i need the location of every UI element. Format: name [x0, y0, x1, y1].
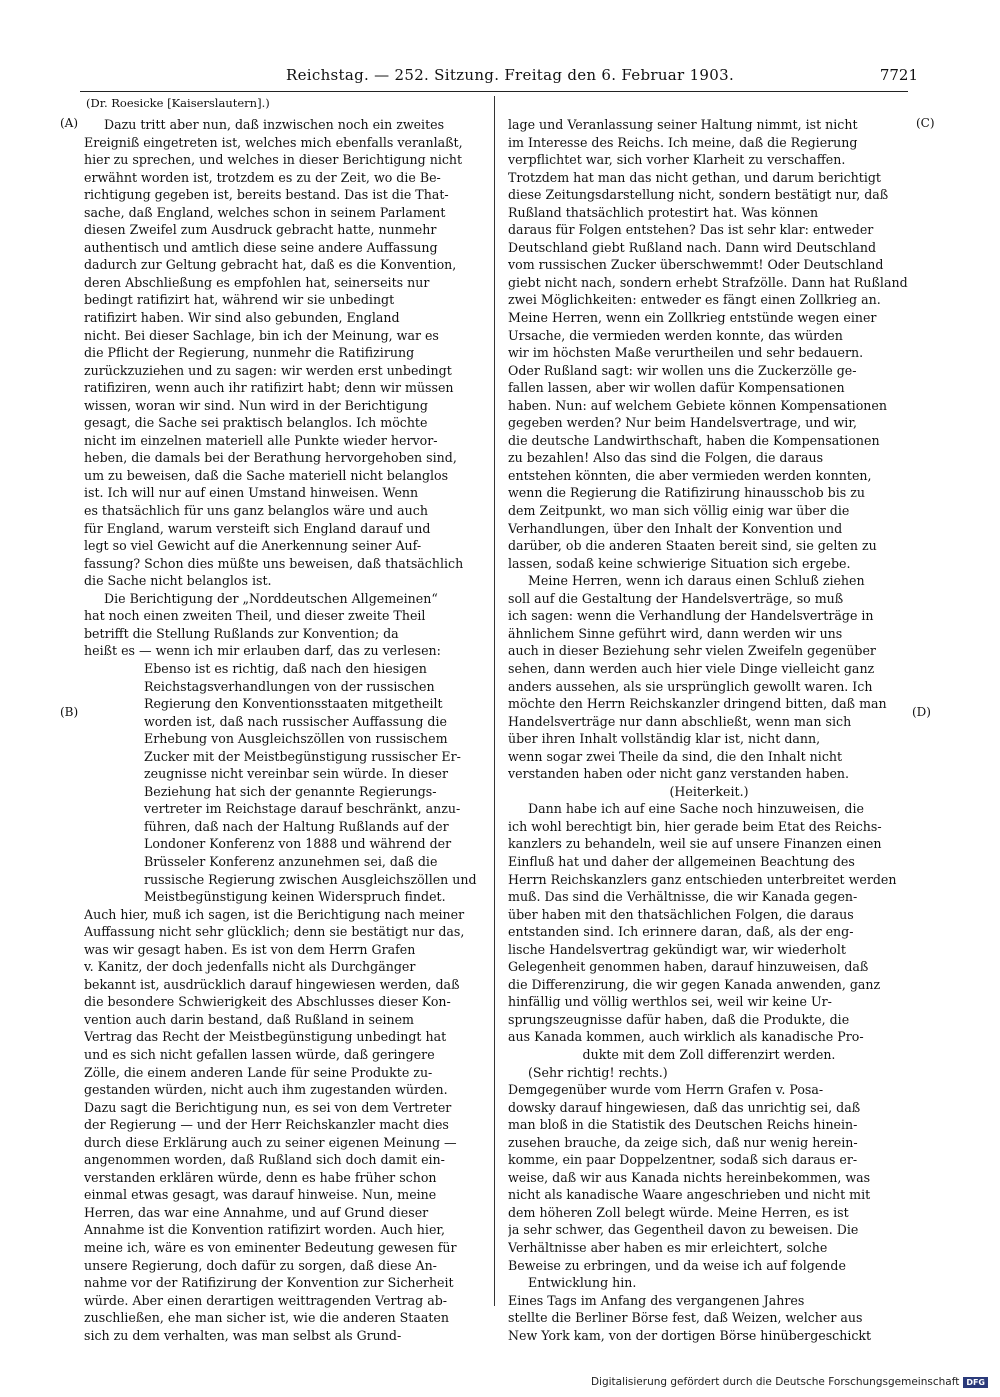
left-column — [84, 116, 486, 1344]
right-line: darüber, ob die anderen Staaten bereit sind, sie gelten zu — [508, 538, 877, 554]
right-line: über ihren Inhalt vollständig klar ist, nicht dann, — [508, 731, 821, 747]
right-line: wenn die Regierung die Ratifizirung hinausschob bis zu — [508, 485, 865, 501]
left-line: Herren, das war eine Annahme, und auf Grund dieser — [84, 1204, 429, 1220]
left-line: sich zu dem verhalten, was man selbst als Grund- — [84, 1327, 402, 1343]
left-line: ratifiziren, wenn auch ihr ratifizirt habt; denn wir müssen — [84, 380, 454, 396]
right-line: weise, daß wir aus Kanada nichts hereinbekommen, was — [508, 1169, 871, 1185]
right-line: zusehen brauche, da zeige sich, daß nur wenig herein- — [508, 1134, 858, 1150]
right-line: lische Handelsvertrag gekündigt war, wir wiederholt — [508, 941, 846, 957]
left-line: Dazu sagt die Berichtigung nun, es sei von dem Vertreter — [84, 1099, 452, 1115]
margin-mark-c: (C) — [916, 116, 935, 130]
right-line: die deutsche Landwirthschaft, haben die Kompensationen — [508, 432, 880, 448]
right-line: wenn sogar zwei Theile da sind, die den Inhalt nicht — [508, 748, 843, 764]
right-line: aus Kanada kommen, auch wirklich als kanadische Pro- — [508, 1029, 864, 1045]
left-line: Beziehung hat sich der genannte Regierungs- — [144, 783, 437, 799]
left-line: verstanden erklären würde, denn es habe früher schon — [84, 1169, 437, 1185]
right-line: verpflichtet war, sich vorher Klarheit zu verschaffen. — [508, 152, 846, 168]
right-line: im Interesse des Reichs. Ich meine, daß die Regierung — [508, 134, 858, 150]
left-line: Meistbegünstigung keinen Widerspruch findet. — [144, 889, 446, 905]
right-line: hinfällig und völlig werthlos sei, weil wir keine Ur- — [508, 994, 832, 1010]
right-line: New York kam, von der dortigen Börse hinübergeschickt — [508, 1327, 872, 1343]
left-line: der Regierung — und der Herr Reichskanzler macht dies — [84, 1117, 449, 1133]
left-line: nicht. Bei dieser Sachlage, bin ich der Meinung, war es — [84, 327, 439, 343]
left-line: gesagt, die Sache sei praktisch belanglos. Ich möchte — [84, 415, 428, 431]
right-line: Trotzdem hat man das nicht gethan, und darum berichtigt — [508, 169, 881, 185]
left-line: unsere Regierung, doch dafür zu sorgen, daß diese An- — [84, 1257, 437, 1273]
right-line: giebt nicht nach, sondern erhebt Strafzölle. Dann hat Rußland — [508, 274, 908, 290]
left-line: ratifizirt haben. Wir sind also gebunden, England — [84, 310, 400, 326]
right-line: fallen lassen, aber wir wollen dafür Kompensationen — [508, 380, 845, 396]
left-line: dadurch zur Geltung gebracht hat, daß es die Konvention, — [84, 257, 457, 273]
margin-mark-d: (D) — [912, 705, 931, 719]
right-line: dem Zeitpunkt, wo man sich völlig einig war über die — [508, 503, 850, 519]
right-line: Rußland thatsächlich protestirt hat. Was können — [508, 204, 819, 220]
right-line: haben. Nun: auf welchem Gebiete können Kompensationen — [508, 397, 887, 413]
left-line: die besondere Schwierigkeit des Abschlusses dieser Kon- — [84, 994, 451, 1010]
right-line: ähnlichem Sinne geführt wird, dann werden wir uns — [508, 625, 843, 641]
left-line: vention auch darin bestand, daß Rußland in seinem — [84, 1011, 415, 1027]
left-line: legt so viel Gewicht auf die Anerkennung seiner Auf- — [84, 538, 422, 554]
left-line: meine ich, wäre es von eminenter Bedeutung gewesen für — [84, 1240, 457, 1255]
left-line: Die Berichtigung der „Norddeutschen Allgemeinen“ — [104, 590, 438, 606]
left-line: für England, warum versteift sich England darauf und — [84, 520, 431, 536]
left-line: ist. Ich will nur auf einen Umstand hinweisen. Wenn — [84, 485, 419, 501]
right-line: entstanden sind. Ich erinnere daran, daß, als der eng- — [508, 924, 854, 940]
right-line: Deutschland giebt Rußland nach. Dann wird Deutschland — [508, 239, 877, 255]
right-line: möchte den Herrn Reichskanzler dringend bitten, daß man — [508, 696, 887, 712]
right-line: Verhältnisse aber haben es mir erleichtert, solche — [508, 1240, 828, 1255]
running-title: Reichstag. — 252. Sitzung. Freitag den 6. Februar 1903. — [286, 66, 735, 84]
right-line: verstanden haben oder nicht ganz verstanden haben. — [508, 766, 850, 782]
right-line: Entwicklung hin. — [528, 1275, 637, 1291]
right-line: vom russischen Zucker überschwemmt! Oder Deutschland — [508, 257, 884, 273]
left-line: durch diese Erklärung auch zu seiner eigenen Meinung — — [84, 1134, 457, 1150]
left-line: Erhebung von Ausgleichszöllen von russischem — [144, 731, 448, 747]
left-line: nicht im einzelnen materiell alle Punkte wieder hervor- — [84, 432, 438, 448]
margin-mark-a: (A) — [60, 116, 79, 130]
dfg-logo: DFG — [963, 1377, 988, 1388]
speaker-label: (Dr. Roesicke [Kaiserslautern].) — [86, 96, 270, 110]
left-line: fassung? Schon dies müßte uns beweisen, daß thatsächlich — [84, 555, 464, 571]
left-line: heben, die damals bei der Berathung hervorgehoben sind, — [84, 450, 457, 466]
left-line: wissen, woran wir sind. Nun wird in der Berichtigung — [84, 397, 428, 413]
right-line: Ursache, die vermieden werden konnte, das würden — [508, 327, 843, 343]
right-line: zwei Möglichkeiten: entweder es fängt einen Zollkrieg an. — [508, 292, 881, 308]
right-line: Beweise zu erbringen, und da weise ich auf folgende — [508, 1257, 846, 1273]
right-line: Meine Herren, wenn ein Zollkrieg entstünde wegen einer — [508, 310, 877, 326]
left-line: deren Abschließung es empfohlen hat, seinerseits nur — [84, 274, 430, 290]
left-line: angenommen worden, daß Rußland sich doch damit ein- — [84, 1152, 445, 1168]
right-line: ich wohl berechtigt bin, hier gerade beim Etat des Reichs- — [508, 818, 882, 834]
right-line: lassen, sodaß keine schwierige Situation sich ergebe. — [508, 555, 851, 571]
right-line: komme, ein paar Doppelzentner, sodaß sich daraus er- — [508, 1152, 858, 1168]
right-line: sprungszeugnisse dafür haben, daß die Produkte, die — [508, 1011, 850, 1027]
right-line: Handelsverträge nur dann abschließt, wenn man sich — [508, 713, 852, 729]
left-line: authentisch und amtlich diese seine andere Auffassung — [84, 239, 438, 255]
header-rule — [80, 91, 908, 92]
right-line: Herrn Reichskanzlers ganz entschieden unterbreitet werden — [508, 871, 897, 887]
right-line: ja sehr schwer, das Gegentheil davon zu beweisen. Die — [508, 1222, 859, 1238]
left-line: vertreter im Reichstage darauf beschränkt, anzu- — [144, 801, 461, 817]
right-line: dukte mit dem Zoll differenzirt werden. — [582, 1046, 836, 1062]
right-line: (Heiterkeit.) — [669, 783, 749, 799]
right-line: Einfluß hat und daher der allgemeinen Beachtung des — [508, 853, 855, 869]
left-line: betrifft die Stellung Rußlands zur Konvention; da — [84, 625, 399, 641]
right-line: Eines Tags im Anfang des vergangenen Jahres — [508, 1292, 805, 1308]
left-line: sache, daß England, welches schon in seinem Parlament — [84, 204, 446, 220]
left-line: was wir gesagt haben. Es ist von dem Herrn Grafen — [84, 941, 416, 957]
right-line: ich sagen: wenn die Verhandlung der Handelsverträge in — [508, 608, 874, 624]
left-line: hat noch einen zweiten Theil, und dieser zweite Theil — [84, 608, 426, 624]
left-line: Dazu tritt aber nun, daß inzwischen noch ein zweites — [104, 117, 445, 132]
left-line: Auch hier, muß ich sagen, ist die Berichtigung nach meiner — [84, 906, 465, 922]
left-line: russische Regierung zwischen Ausgleichszöllen und — [144, 871, 477, 887]
footer-text: Digitalisierung gefördert durch die Deutsche Forschungsgemeinschaft — [590, 1376, 960, 1388]
right-line: diese Zeitungsdarstellung nicht, sondern bestätigt nur, daß — [508, 187, 889, 203]
left-line: gestanden würden, nicht auch ihm zugestanden würden. — [84, 1082, 448, 1098]
right-line: lage und Veranlassung seiner Haltung nimmt, ist nicht — [508, 117, 858, 132]
left-line: hier zu sprechen, und welches in dieser Berichtigung nicht — [84, 152, 463, 168]
page-number: 7721 — [879, 66, 918, 84]
left-line: diesen Zweifel zum Ausdruck gebracht hatte, nunmehr — [84, 222, 437, 238]
right-line: zu bezahlen! Also das sind die Folgen, die daraus — [508, 450, 824, 466]
right-line: auch in dieser Beziehung sehr vielen Zweifeln gegenüber — [508, 643, 876, 659]
left-line: und es sich nicht gefallen lassen würde, daß geringere — [84, 1046, 435, 1062]
left-line: die Pflicht der Regierung, nunmehr die Ratifizirung — [84, 345, 415, 361]
left-line: heißt es — wenn ich mir erlauben darf, das zu verlesen: — [84, 643, 441, 659]
left-line: die Sache nicht belanglos ist. — [84, 573, 272, 589]
left-line: Ereigniß eingetreten ist, welches mich ebenfalls veranlaßt, — [84, 134, 463, 150]
column-divider — [494, 96, 495, 1306]
right-line: daraus für Folgen entstehen? Das ist sehr klar: entweder — [508, 222, 874, 238]
left-line: Zucker mit der Meistbegünstigung russischer Er- — [144, 748, 461, 764]
left-line: zeugnisse nicht vereinbar sein würde. In dieser — [144, 766, 448, 782]
right-line: dem höheren Zoll belegt würde. Meine Herren, es ist — [508, 1204, 849, 1220]
left-line: Vertrag das Recht der Meistbegünstigung unbedingt hat — [84, 1029, 447, 1045]
right-line: Gelegenheit genommen haben, darauf hinzuweisen, daß — [508, 959, 869, 975]
right-line: Oder Rußland sagt: wir wollen uns die Zuckerzölle ge- — [508, 362, 857, 378]
margin-mark-b: (B) — [60, 705, 79, 719]
left-line: zurückzuziehen und zu sagen: wir werden erst unbedingt — [84, 362, 452, 378]
right-line: entstehen könnten, die aber vermieden werden konnten, — [508, 467, 872, 483]
left-line: Annahme ist die Konvention ratifizirt worden. Auch hier, — [84, 1222, 446, 1238]
left-line: Brüsseler Konferenz anzunehmen sei, daß die — [144, 853, 438, 869]
left-line: Reichstagsverhandlungen von der russischen — [144, 678, 435, 694]
footer — [591, 1376, 988, 1388]
right-line: (Sehr richtig! rechts.) — [528, 1064, 668, 1080]
left-line: es thatsächlich für uns ganz belanglos wäre und auch — [84, 503, 428, 519]
right-line: kanzlers zu behandeln, weil sie auf unsere Finanzen einen — [508, 836, 882, 852]
page-header — [60, 66, 918, 88]
left-line: einmal etwas gesagt, was darauf hinweise. Nun, meine — [84, 1187, 437, 1203]
left-line: um zu beweisen, daß die Sache materiell nicht belanglos — [84, 467, 449, 483]
left-line: worden ist, daß nach russischer Auffassung die — [144, 713, 447, 729]
left-line: zuschließen, ehe man sicher ist, wie die anderen Staaten — [84, 1310, 449, 1326]
left-line: erwähnt worden ist, trotzdem es zu der Zeit, wo die Be- — [84, 169, 441, 185]
left-line: bedingt ratifizirt hat, während wir sie unbedingt — [84, 292, 395, 308]
left-line: würde. Aber einen derartigen weittragenden Vertrag ab- — [84, 1292, 448, 1308]
right-line: muß. Das sind die Verhältnisse, die wir Kanada gegen- — [508, 889, 858, 905]
right-line: Dann habe ich auf eine Sache noch hinzuweisen, die — [528, 801, 864, 817]
left-line: richtigung gegeben ist, bereits bestand. Das ist die That- — [84, 187, 449, 203]
right-line: man bloß in die Statistik des Deutschen Reichs hinein- — [508, 1117, 858, 1133]
right-line: anders aussehen, als sie ursprünglich gewollt waren. Ich — [508, 678, 873, 694]
left-line: Auffassung nicht sehr glücklich; denn sie bestätigt nur das, — [84, 924, 465, 940]
right-line: soll auf die Gestaltung der Handelsverträge, so muß — [508, 590, 844, 606]
left-line: Regierung den Konventionsstaaten mitgetheilt — [144, 696, 443, 712]
right-line: dowsky darauf hingewiesen, daß das unrichtig sei, daß — [508, 1099, 861, 1115]
left-line: bekannt ist, ausdrücklich darauf hingewiesen werden, daß — [84, 976, 460, 992]
right-line: sehen, dann werden auch hier viele Dinge vielleicht ganz — [508, 660, 875, 676]
left-line: führen, daß nach der Haltung Rußlands auf der — [144, 818, 449, 834]
right-line: gegeben werden? Nur beim Handelsvertrage, und wir, — [508, 415, 857, 431]
right-line: Meine Herren, wenn ich daraus einen Schluß ziehen — [528, 573, 865, 589]
right-line: Demgegenüber wurde vom Herrn Grafen v. Posa- — [508, 1082, 824, 1098]
left-line: Zölle, die einem anderen Lande für seine Produkte zu- — [84, 1064, 433, 1080]
right-line: stellte die Berliner Börse fest, daß Weizen, welcher aus — [508, 1310, 863, 1326]
right-line: wir im höchsten Maße verurtheilen und sehr bedauern. — [508, 345, 864, 361]
left-line: v. Kanitz, der doch jedenfalls nicht als Durchgänger — [84, 959, 416, 975]
right-column — [508, 116, 910, 1344]
left-line: Londoner Konferenz von 1888 und während der — [144, 836, 452, 852]
right-line: über haben mit den thatsächlichen Folgen, die daraus — [508, 906, 854, 922]
right-line: die Differenzirung, die wir gegen Kanada anwenden, ganz — [508, 976, 881, 992]
right-line: nicht als kanadische Waare angeschrieben und nicht mit — [508, 1187, 871, 1203]
left-line: Ebenso ist es richtig, daß nach den hiesigen — [144, 660, 427, 676]
right-line: Verhandlungen, über den Inhalt der Konvention und — [508, 520, 843, 536]
left-line: nahme vor der Ratifizirung der Konvention zur Sicherheit — [84, 1275, 454, 1291]
